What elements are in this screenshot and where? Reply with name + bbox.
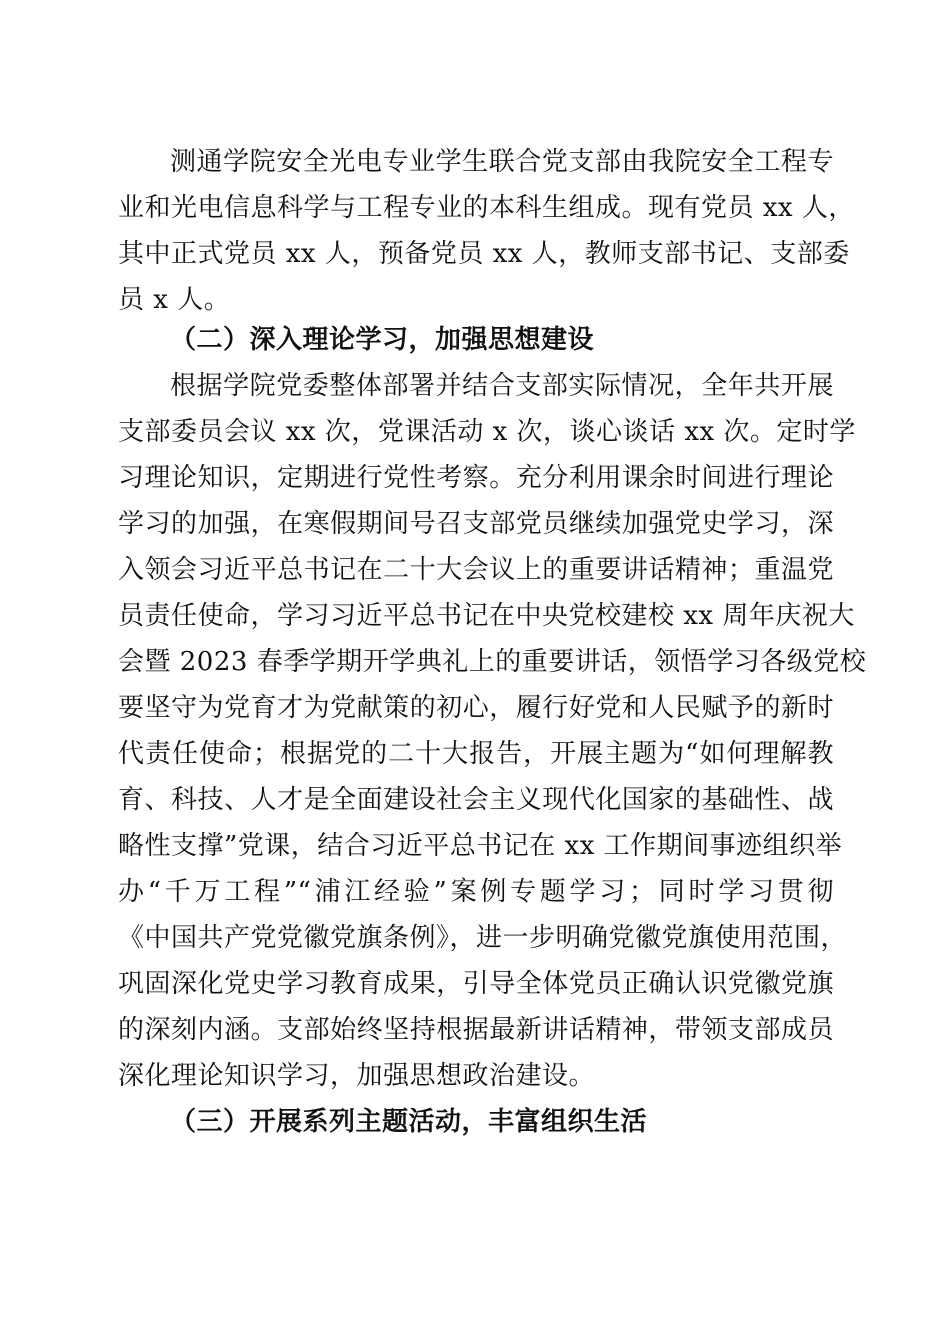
paragraph-2-line-5: 入领会习近平总书记在二十大会议上的重要讲话精神；重温党 [118,555,834,585]
section-heading-3: （三）开展系列主题活动，丰富组织生活 [170,1107,648,1137]
paragraph-2-line-4: 学习的加强，在寒假期间号召支部党员继续加强党史学习，深 [118,509,834,539]
paragraph-2-line-1: 根据学院党委整体部署并结合支部实际情况，全年共开展 [170,371,834,401]
paragraph-2-line-6: 员责任使命，学习习近平总书记在中央党校建校 xx 周年庆祝大 [118,601,855,631]
paragraph-2-line-3: 习理论知识，定期进行党性考察。充分利用课余时间进行理论 [118,463,834,493]
paragraph-2-line-8: 要坚守为党育才为党献策的初心，履行好党和人民赋予的新时 [118,693,834,723]
paragraph-2-line-13: 《中国共产党党徽党旗条例》，进一步明确党徽党旗使用范围， [118,923,848,953]
paragraph-2-line-15: 的深刻内涵。支部始终坚持根据最新讲话精神，带领支部成员 [118,1015,834,1045]
paragraph-2-line-9: 代责任使命；根据党的二十大报告，开展主题为“如何理解教 [118,739,834,769]
paragraph-1-line-2: 业和光电信息科学与工程专业的本科生组成。现有党员 xx 人， [118,193,855,223]
paragraph-2-line-14: 巩固深化党史学习教育成果，引导全体党员正确认识党徽党旗 [118,969,834,999]
paragraph-2-line-2: 支部委员会议 xx 次，党课活动 x 次，谈心谈话 xx 次。定时学 [118,417,856,447]
paragraph-2-line-16: 深化理论知识学习，加强思想政治建设。 [118,1061,596,1091]
section-heading-2: （二）深入理论学习，加强思想建设 [170,325,595,355]
paragraph-2-line-10: 育、科技、人才是全面建设社会主义现代化国家的基础性、战 [118,785,834,815]
paragraph-1-line-4: 员 x 人。 [118,285,231,315]
paragraph-2-line-7: 会暨 2023 春季学期开学典礼上的重要讲话，领悟学习各级党校 [118,647,867,677]
paragraph-2-line-12: 办“千万工程”“浦江经验”案例专题学习；同时学习贯彻 [118,877,834,907]
paragraph-1-line-3: 其中正式党员 xx 人，预备党员 xx 人，教师支部书记、支部委 [118,239,850,269]
paragraph-2-line-11: 略性支撑”党课，结合习近平总书记在 xx 工作期间事迹组织举 [118,831,843,861]
paragraph-1-line-1: 测通学院安全光电专业学生联合党支部由我院安全工程专 [170,147,834,177]
